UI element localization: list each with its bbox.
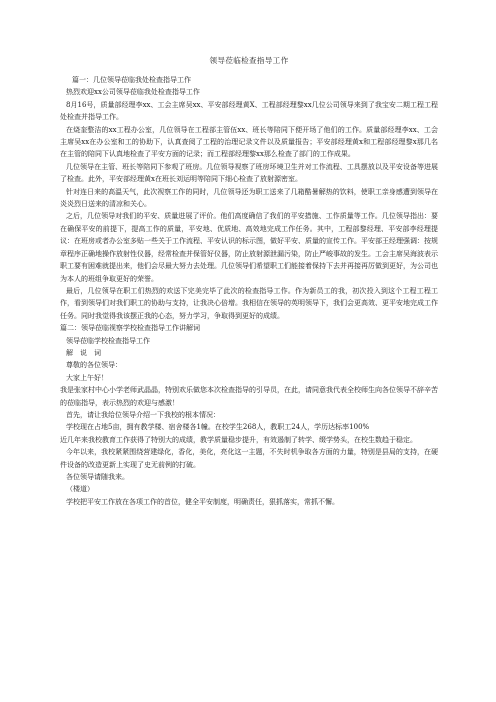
paragraph-9: 篇二：领导莅临视察学校检查指导工作讲解词 [60,324,200,333]
paragraph-17: 近几年来我校教育工作获得了特别大的成绩，教学质量稳步提升，有效遏制了转学、缀学势头，在校生数趋于稳定。 [60,435,417,444]
paragraph-18: 今年以来，我校紧紧围绕营建绿化，香化，美化，亮化这一主题，不失时机争取各方面的力量，特别是县局的支持，在硬件设备的改造更新上实现了史无前例的打破。 [60,448,438,469]
paragraph-20: （楼道） [66,485,94,494]
paragraph-11: 解 说 词 [66,348,101,357]
paragraph-7: 之后，几位领导对我们的平安、质量进展了评价。他们高度确信了我们的平安措施、工作质量等工作。几位领导指出：要在确保平安的前提下，提高工作的质量，平安地、优质地、高效地完成工作任务。其中，工程部黎经理、平安部李经理提议：在班房或者办公室多贴一些关于工作流程、平安认识的标示图，做好平安、质量的宣传工作。平安部王经理强调：按规章程序正确地操作放射性仪器，经常检查并保管好仪器，防止放射源泄漏污染，防止严峻事故的发生。工会主席吴海波表示职工要有困难就提出来，他们会尽最大努力去处理。几位领导们希望职工们能接着保持下去并再接再厉做到更好，为公司也为本人的班组争取更好的荣誉。 [60,212,438,283]
paragraph-13: 大家上午好！ [66,373,108,382]
paragraph-1: 篇一：几位领导莅临我处检查指导工作 [72,76,191,84]
paragraph-6: 针对连日来的高温天气，此次视察工作的同时，几位领导还为职工送来了几箱酷暑解热的饮料，使职工亲身感遭到领导在炎炎烈日送来的清凉和关心。 [60,187,438,209]
paragraph-19: 各位领导请随我来。 [66,473,129,481]
document-title: 领导莅临检查指导工作 [209,56,289,65]
paragraph-15: 首先，请让我给位领导介绍一下我校的根本情况： [66,410,220,419]
paragraph-16: 学校现在占地5亩，拥有教学楼、宿舍楼各1幢。在校学生268人，教职工24人，学历达标率100% [66,423,370,432]
paragraph-10: 领导莅临学校检查指导工作 [66,336,150,345]
paragraph-12: 尊敬的各位领导： [66,361,122,370]
paragraph-3: 8月16号，质量部经理李xx、工会主席吴xx、平安部经理黄X、工程部经理黎xx几位公司领导来到了我宝安二期工程工程处检查并指导工作。 [60,100,438,122]
paragraph-21: 学校把平安工作放在各项工作的首位，健全平安制度，明确责任，狠抓落实，常抓不懈。 [66,497,339,506]
paragraph-4: 在烧奎整洁的xx工程办公室，几位领导在工程部主管伍xx、班长等陪同下便开场了他们的工作。质量部经理李xx、工会主席吴xx在办公室和工的协助下，认真查阅了工程的治理记录文件以及质量报告；平安部经理黄x和工程部经理黎x那几名在主管的陪同下认真地检查了平安方面的记录；而工程部经理黎xx那么检查了部门的工作成果。 [60,125,438,159]
paragraph-14: 我是张家村中心小学老师武晶晶，特别欢乐做您本次检查指导的引导员，在此，请同意我代表全校师生向各位领导不辞辛苦的莅临指导，表示热烈的欢迎与感激！ [60,386,438,407]
paragraph-2: 热烈欢迎xx公司领导莅临我处检查指导工作 [66,88,200,97]
paragraph-5: 几位领导在主管、班长等陪同下参观了班房。几位领导视察了班房环境卫生并对工作流程、工具摆放以及平安设备等进展了检查。此外，平安部经理黄x在班长刘运明等陪同下细心检查了放射源密室。 [60,162,438,184]
paragraph-8: 最后，几位领导在职工们热烈的欢送下完美完毕了此次的检查指导工作。作为新员工的我，初次投入到这个工程工程工作，看到领导们对我们职工的协助与支持，让我决心倍增。我相信在领导的英明领导下，我们会更高效、更平安地完成工作任务。同时我觉得我该摆正我的心态，努力学习，争取得到更好的成绩。 [60,286,438,320]
